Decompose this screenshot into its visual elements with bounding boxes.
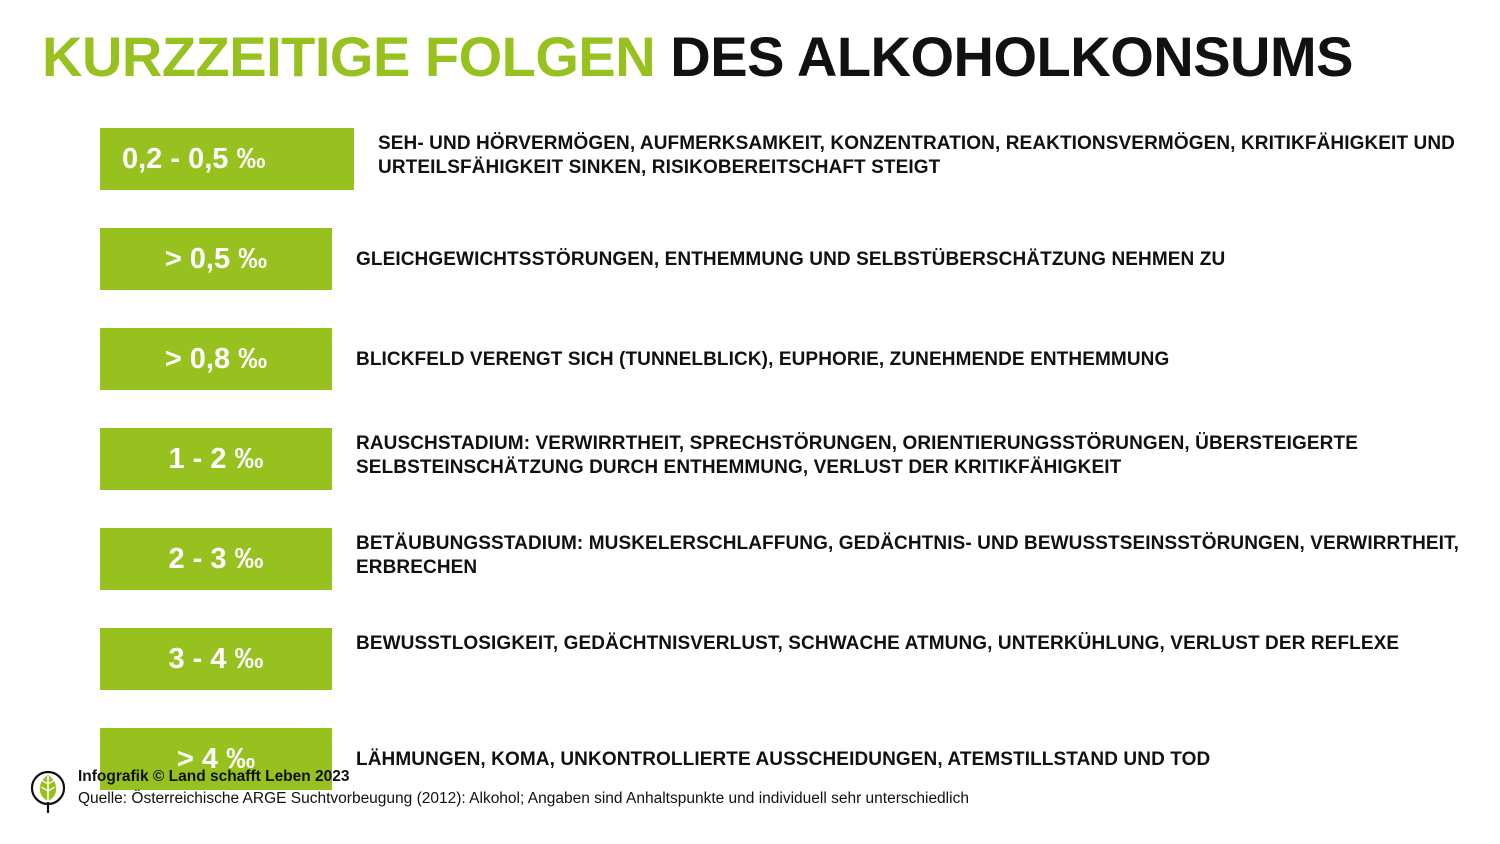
bac-level-description: BEWUSSTLOSIGKEIT, GEDÄCHTNISVERLUST, SCHWACHE ATMUNG, UNTERKÜHLUNG, VERLUST DER REFLEXE: [356, 633, 1400, 654]
bac-level-badge: 2 - 3 ‰: [100, 528, 332, 590]
bac-level-badge: > 4 ‰: [100, 728, 332, 790]
bac-level-badge: 1 - 2 ‰: [100, 428, 332, 490]
page-title-highlight: KURZZEITIGE FOLGEN: [42, 25, 656, 88]
list-item: [0, 428, 1500, 514]
list-item: [0, 228, 1500, 314]
bac-level-badge: 0,2 - 0,5 ‰: [100, 128, 354, 190]
bac-level-description: GLEICHGEWICHTSSTÖRUNGEN, ENTHEMMUNG UND SELBSTÜBERSCHÄTZUNG NEHMEN ZU: [356, 249, 1226, 270]
footer-credit: Infografik © Land schafft Leben 2023: [78, 768, 350, 785]
bac-level-badge: > 0,8 ‰: [100, 328, 332, 390]
footer-source: Quelle: Österreichische ARGE Suchtvorbeugung (2012): Alkohol; Angaben sind Anhaltspunkte und individuell sehr unterschiedlich: [78, 790, 969, 808]
leaf-logo-icon: [28, 768, 68, 814]
list-item: [0, 528, 1500, 614]
bac-level-description: RAUSCHSTADIUM: VERWIRRTHEIT, SPRECHSTÖRUNGEN, ORIENTIERUNGSSTÖRUNGEN, ÜBERSTEIGERTE SELBSTEINSCHÄTZUNG DURCH ENTHEMMUNG, VERLUST DER KRITIKFÄHIGKEIT: [356, 433, 1358, 479]
list-item: [0, 628, 1500, 714]
bac-level-description: SEH- UND HÖRVERMÖGEN, AUFMERKSAMKEIT, KONZENTRATION, REAKTIONSVERMÖGEN, KRITIKFÄHIGKEIT UND URTEILSFÄHIGKEIT SINKEN, RISIKOBEREITSCHAFT STEIGT: [378, 133, 1455, 179]
bac-level-description: LÄHMUNGEN, KOMA, UNKONTROLLIERTE AUSSCHEIDUNGEN, ATEMSTILLSTAND UND TOD: [356, 749, 1211, 770]
page-title-rest: DES ALKOHOLKONSUMS: [670, 25, 1353, 88]
page-title: [42, 25, 1353, 88]
footer: [28, 766, 969, 814]
bac-level-list: [0, 128, 1500, 828]
list-item: [0, 128, 1500, 214]
footer-text: [78, 766, 969, 811]
bac-level-description: BLICKFELD VERENGT SICH (TUNNELBLICK), EUPHORIE, ZUNEHMENDE ENTHEMMUNG: [356, 349, 1170, 370]
list-item: [0, 328, 1500, 414]
bac-level-description: BETÄUBUNGSSTADIUM: MUSKELERSCHLAFFUNG, GEDÄCHTNIS- UND BEWUSSTSEINSSTÖRUNGEN, VERWIRRTHEIT, ERBRECHEN: [356, 533, 1460, 579]
bac-level-badge: 3 - 4 ‰: [100, 628, 332, 690]
bac-level-badge: > 0,5 ‰: [100, 228, 332, 290]
